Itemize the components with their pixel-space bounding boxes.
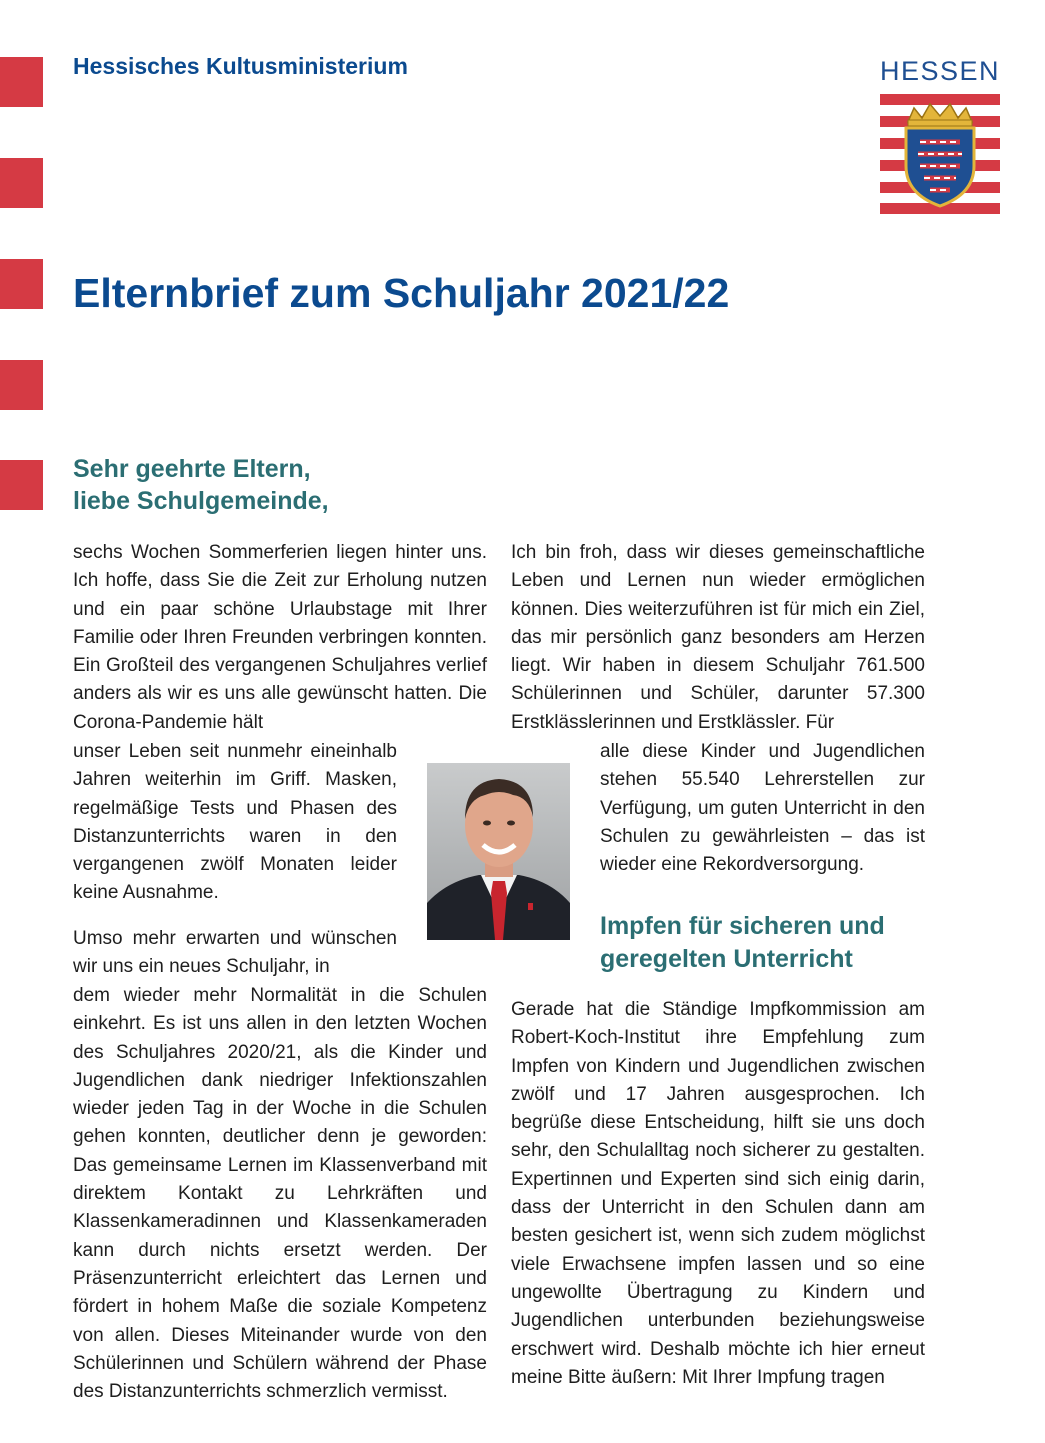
right-paragraph-1-continued: alle diese Kinder und Jugendlichen stehen 55.540 Lehrerstellen zur Verfügung, um guten Unterricht in den Schulen zu gewährleisten – das ist wieder eine Rekordversorgung.	[600, 741, 925, 876]
right-paragraph-1: Ich bin froh, dass wir dieses gemeinschaftliche Leben und Lernen nun wieder ermöglichen können. Dies weiterzuführen ist für mich ein Ziel, das mir persönlich ganz besonders am Herzen liegt. Wir haben in diesem Schuljahr 761.500 Schülerinnen und Schüler, darunter 57.300 Erstklässlerinnen und Erstklässler. Für	[511, 542, 925, 733]
hessen-logo	[880, 56, 1000, 216]
side-mark	[0, 158, 43, 208]
coat-of-arms-icon	[880, 94, 1000, 214]
left-paragraph-1-continued: unser Leben seit nunmehr eineinhalb Jahren weiterhin im Griff. Masken, regelmäßige Tests und Phasen des Distanzunterrichts waren in den vergangenen zwölf Monaten leider keine Ausnahme.	[73, 741, 397, 904]
section-heading-line: Impfen für sicheren und	[600, 912, 885, 940]
side-mark	[0, 259, 43, 309]
side-mark	[0, 460, 43, 510]
side-mark	[0, 57, 43, 107]
greeting-heading	[73, 453, 329, 517]
right-paragraph-2: Gerade hat die Ständige Impfkommission am Robert-Koch-Institut ihre Empfehlung zum Impfen von Kindern und Jugendlichen zwischen zwölf und 17 Jahren ausgesprochen. Ich begrüße diese Entscheidung, hilft sie uns doch sehr, den Schulalltag noch sicherer zu gestalten. Expertinnen und Experten sind sich einig darin, dass der Unterricht in den Schulen dann am besten gesichert ist, wenn sich zudem möglichst viele Erwachsene impfen lassen und so eine ungewollte Übertragung zu Kindern und Jugendlichen unterbunden beziehungsweise erschwert wird. Deshalb möchte ich hier erneut meine Bitte äußern: Mit Ihrer Impfung tragen	[511, 999, 925, 1388]
left-paragraph-2: Umso mehr erwarten und wünschen wir uns ein neues Schuljahr, in	[73, 928, 397, 978]
side-mark	[0, 360, 43, 410]
section-heading-line: geregelten Unterricht	[600, 945, 853, 973]
logo-wordmark: HESSEN	[880, 56, 1001, 86]
section-heading-vaccination	[600, 910, 885, 976]
greeting-line: liebe Schulgemeinde,	[73, 487, 329, 515]
greeting-line: Sehr geehrte Eltern,	[73, 455, 311, 483]
ministry-name: Hessisches Kultusministerium	[73, 53, 408, 79]
minister-portrait	[427, 763, 570, 940]
left-paragraph-2-continued: dem wieder mehr Normalität in die Schulen einkehrt. Es ist uns allen in den letzten Wochen des Schuljahres 2020/21, als die Kinder und Jugendlichen dank niedriger Infektionszahlen wieder jeden Tag in der Woche in die Schulen gehen konnten, deutlicher denn je geworden: Das gemeinsame Lernen im Klassenverband mit direktem Kontakt zu Lehrkräften und Klassenkameradinnen und Klassenkameraden kann durch nichts ersetzt werden. Der Präsenzunterricht erleichtert das Lernen und fördert in hohem Maße die soziale Kompetenz von allen. Dieses Miteinander wurde von den Schülerinnen und Schülern während der Phase des Distanzunterrichts schmerzlich vermisst.	[73, 985, 487, 1403]
page-title: Elternbrief zum Schuljahr 2021/22	[73, 270, 730, 316]
left-paragraph-1: sechs Wochen Sommerferien liegen hinter uns. Ich hoffe, dass Sie die Zeit zur Erholung nutzen und ein paar schöne Urlaubstage mit Ihrer Familie oder Ihren Freunden verbringen konnten. Ein Großteil des vergangenen Schuljahres verlief anders als wir es uns alle gewünscht hatten. Die Corona-Pandemie hält	[73, 542, 487, 733]
